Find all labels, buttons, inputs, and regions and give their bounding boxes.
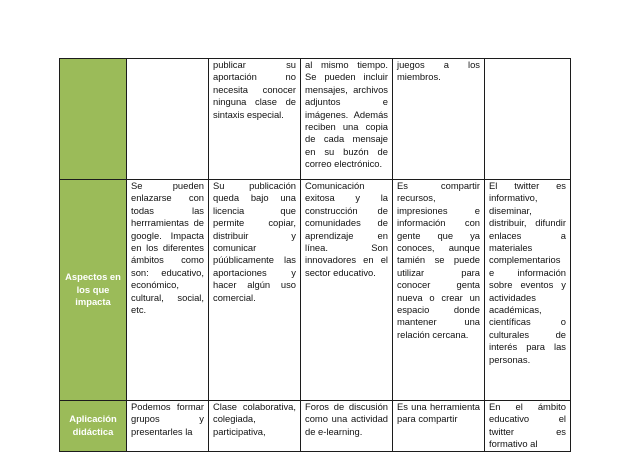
- row-header-cell: [60, 59, 127, 180]
- comparison-table: [59, 58, 571, 452]
- table-cell: juegos a los miembros.: [393, 59, 485, 180]
- table-cell: El twitter es informativo, diseminar, distribuir, difundir enlaces a materiales complementarios e información sobre eventos y actividades académicas, científicas o culturales de interés para las personas.: [485, 180, 571, 401]
- table-cell: [485, 59, 571, 180]
- table-cell: Clase colaborativa, colegiada, participativa,: [209, 401, 301, 452]
- table-cell: Podemos formar grupos y presentarles la: [127, 401, 209, 452]
- table-cell: [127, 59, 209, 180]
- table-cell: Foros de discusión como una actividad de e-learning.: [301, 401, 393, 452]
- table-cell: Su publicación queda bajo una licencia que permite copiar, distribuir y comunicar púúblicamente las aportaciones y hacer algún uso comercial.: [209, 180, 301, 401]
- table-cell: al mismo tiempo. Se pueden incluir mensajes, archivos adjuntos e imágenes. Además reciben una copia de cada mensaje en su buzón de correo electrónico.: [301, 59, 393, 180]
- row-header-cell: Aplicación didáctica: [60, 401, 127, 452]
- row-header-cell: Aspectos en los que impacta: [60, 180, 127, 401]
- table-cell: Comunicación exitosa y la construcción de comunidades de aprendizaje en línea. Son innovadores en el sector educativo.: [301, 180, 393, 401]
- table-cell: Es compartir recursos, impresiones e información con gente que ya conoces, aunque tamién se puede utilizar para conocer genta nueva o crear un espacio donde mantener una relación cercana.: [393, 180, 485, 401]
- table-row: [60, 59, 571, 180]
- table-cell: En el ámbito educativo el twitter es formativo al: [485, 401, 571, 452]
- table-cell: Se pueden enlazarse con todas las herrramientas de google. Impacta en los diferentes ámbitos como son: educativo, económico, cultural, social, etc.: [127, 180, 209, 401]
- table-row: [60, 180, 571, 401]
- table-row: [60, 401, 571, 452]
- table-cell: Es una herramienta para compartir: [393, 401, 485, 452]
- table-cell: publicar su aportación no necesita conocer ninguna clase de sintaxis especial.: [209, 59, 301, 180]
